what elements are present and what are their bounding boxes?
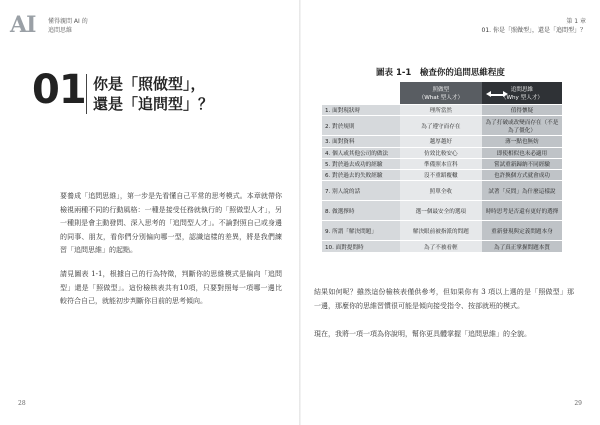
column-header-why-line2: （Why 型人才） [500,95,544,101]
row-why: 即使相似也未必適用 [482,147,562,158]
row-what: 理所當然 [400,105,482,116]
row-why: 重新發現與定義問題本身 [482,221,562,241]
table-row [322,170,562,181]
table-row [322,221,562,241]
right-paragraph-2: 現在，我將一項一項為你說明，幫你更具體掌握「追問思維」的全貌。 [314,330,531,338]
section-title-line2: 還是「追問型」？ [93,95,214,113]
table-header-blank [322,82,400,105]
chapter-number: 01 [32,67,86,113]
table-header-row [322,82,562,105]
row-why: 試著「反問」為什麼這樣說 [482,181,562,201]
table-row [322,105,562,116]
section-label: 01. 你是「照做型」，還是「追問型」？ [481,27,586,34]
row-item: 10. 面對提問時 [322,241,400,252]
row-what: 解決眼前被指派的問題 [400,221,482,241]
row-why: 值得懷疑 [482,105,562,116]
column-header-why-line1: 追問思維 [510,87,534,93]
row-what: 照單全收 [400,181,482,201]
row-item: 3. 面對資料 [322,136,400,147]
table-row [322,181,562,201]
row-item: 1. 面對現狀時 [322,105,400,116]
row-why: 嘗試重新歸納不同經驗 [482,158,562,169]
row-item: 8. 做選擇時 [322,201,400,221]
page-number-left: 28 [18,400,26,407]
row-item: 4. 個人或其他公司的做法 [322,147,400,158]
body-paragraph-2: 請見圖表 1-1，根據自己的行為特徵，判斷你的思維模式是偏向「追問型」還是「照做型」。這份檢核表共有10項，只要對照每一項哪一邊比較符合自己，就能初步判斷你目前的思考傾向。 [60,270,282,306]
row-why: 為了真正掌握問題本質 [482,241,562,252]
row-why: 時時思考是否還有更好的選擇 [482,201,562,221]
row-what: 選一個最安全的選項 [400,201,482,221]
row-why: 也許換個方式就會成功 [482,170,562,181]
row-item: 9. 所謂「解決問題」 [322,221,400,241]
row-item: 2. 對於規則 [322,116,400,136]
comparison-table [322,82,562,253]
title-divider [86,74,87,114]
column-header-what-line2: （What 型人才） [418,95,464,101]
table-title: 圖表 1-1 檢查你的追問思維程度 [376,68,505,78]
book-title-line1: 懂得親問 AI 的 [48,18,88,25]
table-row [322,241,562,252]
column-header-what-line1: 照做型 [432,87,450,93]
right-paragraph-1: 結果如何呢？雖然這份檢核表僅供參考，但如果你有 3 項以上選的是「照做型」那一邊，那麼你的思維習慣很可能是傾向接受指令、按部就班的模式。 [314,288,574,310]
row-item: 7. 別人說的話 [322,181,400,201]
row-why: 薄一點也無妨 [482,136,562,147]
table-row [322,158,562,169]
table-row [322,201,562,221]
book-logo: AI [10,12,36,38]
double-arrow-icon [486,91,508,98]
row-what: 為了遵守而存在 [400,116,482,136]
column-header-what [400,82,482,105]
row-item: 6. 對於過去的失敗經驗 [322,170,400,181]
row-what: 準備照本宣科 [400,158,482,169]
section-title-line1: 你是「照做型」， [93,75,206,93]
row-item: 5. 對於過去成功的經驗 [322,158,400,169]
table-row [322,116,562,136]
row-what: 越厚越好 [400,136,482,147]
row-what: 沒不重蹈覆轍 [400,170,482,181]
table-row [322,147,562,158]
page-number-right: 29 [574,400,582,407]
row-what: 為了不被看輕 [400,241,482,252]
chapter-label: 第 1 章 [566,18,586,25]
book-gutter [299,0,301,425]
row-what: 仿效比較安心 [400,147,482,158]
body-paragraph-1: 要養成「追問思維」，第一步是先看懂自己平常的思考模式。本章就帶你檢視兩種不同的行動風格：一種是接受任務就執行的「照做型人才」，另一種則是會主動發問、深入思考的「追問型人才」。不論對照自己或身邊的同事、朋友，看你們分別偏向哪一型，認識這樣的差異，將是我們練習「追問思維」的起點。 [60,192,282,255]
table-row [322,136,562,147]
row-why: 為了打破或改變而存在（不是為了僵化） [482,116,562,136]
book-title-line2: 追問思維 [48,27,73,34]
